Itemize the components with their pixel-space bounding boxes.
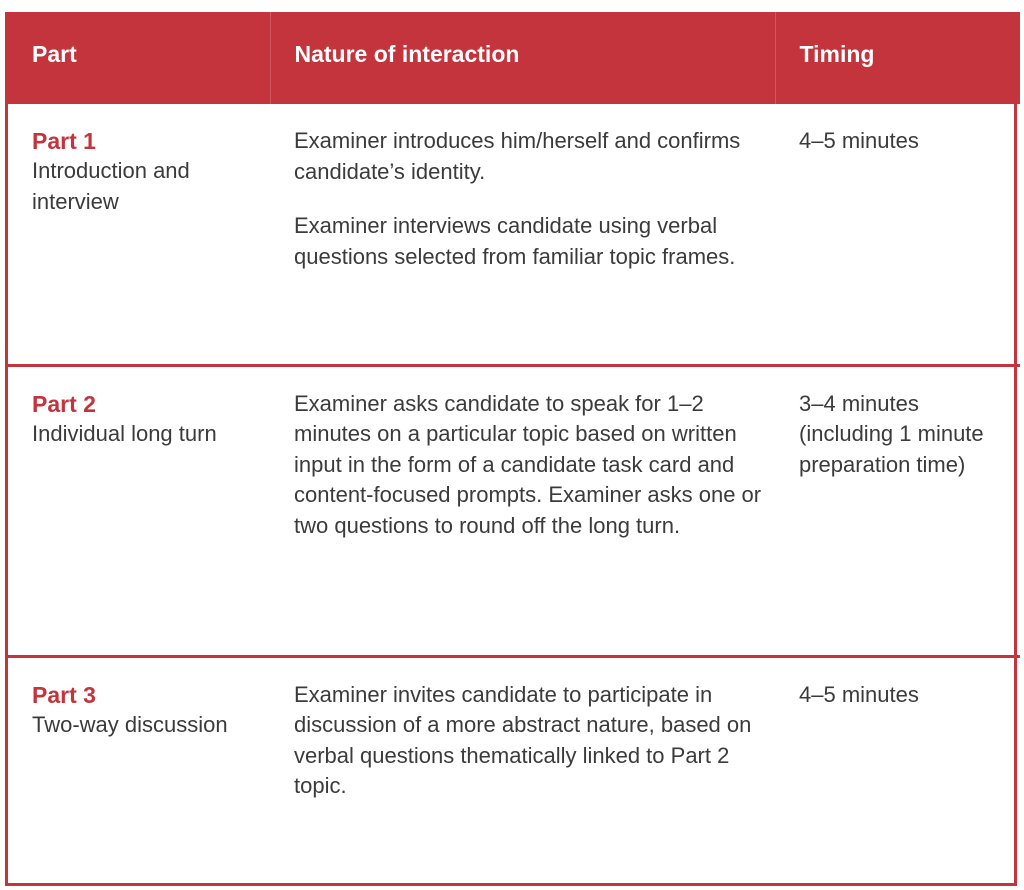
part-cell — [8, 365, 270, 656]
table-body — [8, 104, 1020, 883]
nature-paragraph: Examiner asks candidate to speak for 1–2 minutes on a particular topic based on written input in the form of a candidate task card and content-focused prompts. Examiner asks one or two questions to round off the long turn. — [294, 390, 762, 538]
part-subtitle: Introduction and interview — [32, 158, 190, 214]
table-row-part-3 — [8, 656, 1020, 883]
header-timing: Timing — [799, 41, 875, 67]
part-title: Part 3 — [32, 681, 96, 708]
part-subtitle: Two-way discussion — [32, 711, 228, 737]
nature-paragraph: Examiner introduces him/herself and confirms candidate’s identity. — [294, 128, 741, 184]
part-cell — [8, 104, 270, 365]
nature-cell — [270, 656, 775, 883]
speaking-test-table-frame — [5, 12, 1017, 886]
timing-cell: 3–4 minutes (including 1 minute preparation time) — [799, 390, 984, 477]
table-row-part-1 — [8, 104, 1020, 365]
nature-cell — [270, 104, 775, 365]
nature-paragraph: Examiner interviews candidate using verbal questions selected from familiar topic frames. — [294, 213, 736, 269]
part-subtitle: Individual long turn — [32, 420, 217, 446]
speaking-test-table — [8, 12, 1020, 883]
table-row-part-2 — [8, 365, 1020, 656]
part-cell — [8, 656, 270, 883]
table-header — [8, 12, 1020, 104]
nature-paragraph: Examiner invites candidate to participate in discussion of a more abstract nature, based on verbal questions thematically linked to Part 2 topic. — [294, 681, 752, 798]
header-part: Part — [8, 12, 270, 104]
nature-cell — [270, 365, 775, 656]
part-title: Part 2 — [32, 390, 96, 417]
timing-cell: 4–5 minutes — [799, 681, 919, 707]
header-row — [8, 12, 1020, 104]
header-nature-of-interaction: Nature of interaction — [270, 12, 775, 104]
part-title: Part 1 — [32, 128, 96, 154]
timing-cell: 4–5 minutes — [799, 128, 919, 153]
